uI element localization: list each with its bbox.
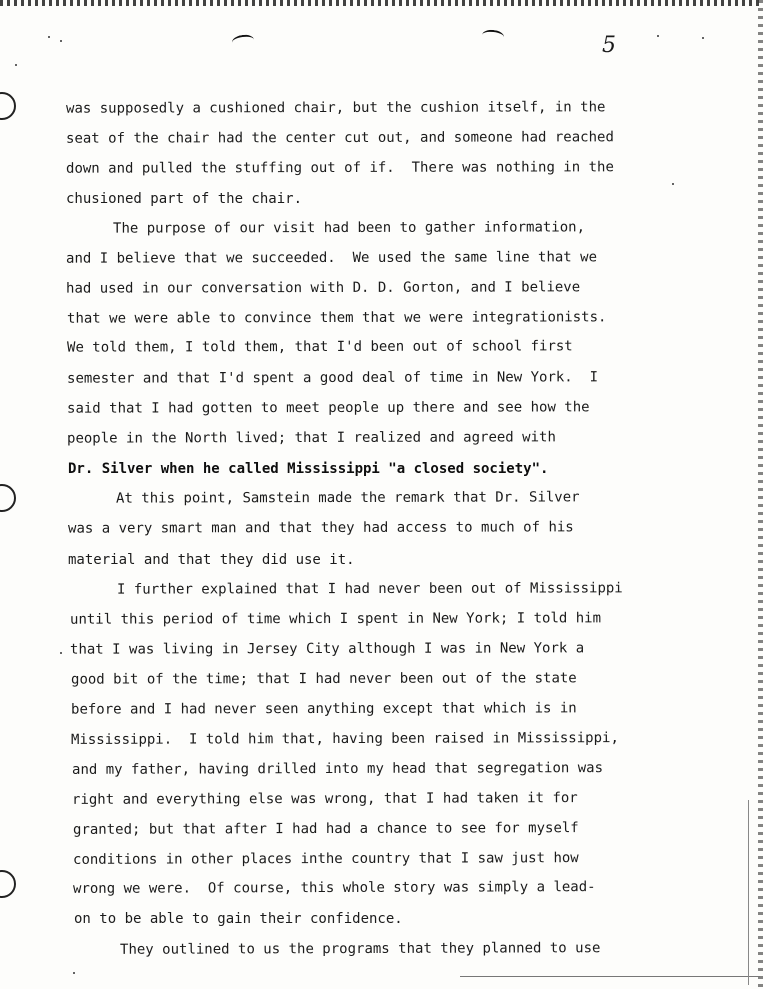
text-line: At this point, Samstein made the remark that Dr. Silver <box>115 489 580 507</box>
text-line: material and that they did use it. <box>68 552 355 568</box>
text-line: wrong we were. Of course, this whole story was simply a lead- <box>72 879 596 897</box>
page-top-edge <box>0 0 763 6</box>
text-line: seat of the chair had the center cut out, and someone had reached <box>65 129 614 147</box>
text-line: was a very smart man and that they had access to much of his <box>67 519 574 537</box>
text-line: We told them, I told them, that I'd been out of school first <box>66 338 573 356</box>
speck <box>702 37 704 39</box>
speck <box>60 40 62 42</box>
text-line: right and everything else was wrong, that I had taken it for <box>71 790 578 808</box>
text-line: was supposedly a cushioned chair, but the cushion itself, in the <box>65 99 606 117</box>
text-line: and my father, having drilled into my head that segregation was <box>71 760 604 778</box>
text-line: I further explained that I had never been out of Mississippi <box>116 580 623 598</box>
speck <box>672 183 674 185</box>
text-line: chusioned part of the chair. <box>66 191 303 207</box>
punch-hole-bottom <box>0 870 16 898</box>
text-line: down and pulled the stuffing out of if. There was nothing in the <box>65 159 614 177</box>
text-line: They outlined to us the programs that they planned to use <box>119 940 601 958</box>
punch-hole-top <box>0 92 16 120</box>
text-line: Dr. Silver when he called Mississippi "a closed society". <box>68 461 549 477</box>
text-line: until this period of time which I spent in New York; I told him <box>69 610 602 628</box>
top-mark-right <box>481 29 504 43</box>
page-bottom-edge <box>460 976 760 989</box>
text-line: conditions in other places inthe country that I saw just how <box>72 850 579 868</box>
text-line: The purpose of our visit had been to gather information, <box>112 219 586 237</box>
text-line: granted; but that after I had had a chance to see for myself <box>72 820 579 838</box>
text-line: on to be able to gain their confidence. <box>74 911 403 927</box>
text-line: Mississippi. I told him that, having been raised in Mississippi, <box>70 730 619 748</box>
speck <box>657 35 659 37</box>
text-line: people in the North lived; that I realized and agreed with <box>66 429 556 447</box>
text-line: before and I had never seen anything except that which is in <box>70 700 577 718</box>
speck <box>15 64 17 66</box>
text-line: semester and that I'd spent a good deal of time in New York. I <box>66 369 599 387</box>
text-line: good bit of the time; that I had never been out of the state <box>70 670 577 688</box>
text-line: had used in our conversation with D. D. Gorton, and I believe <box>65 279 581 297</box>
speck <box>48 36 50 38</box>
text-line: that we were able to convince them that we were integrationists. <box>66 309 607 327</box>
page-number: 5 <box>602 33 616 58</box>
text-line: said that I had gotten to meet people up there and see how the <box>66 399 590 417</box>
text-line: that I was living in Jersey City although I was in New York a <box>69 640 585 658</box>
page-corner-edge <box>748 800 759 985</box>
speck <box>73 972 75 974</box>
text-line: and I believe that we succeeded. We used the same line that we <box>65 249 598 267</box>
top-mark-left <box>231 34 254 49</box>
speck <box>60 652 62 654</box>
punch-hole-middle <box>0 484 16 512</box>
